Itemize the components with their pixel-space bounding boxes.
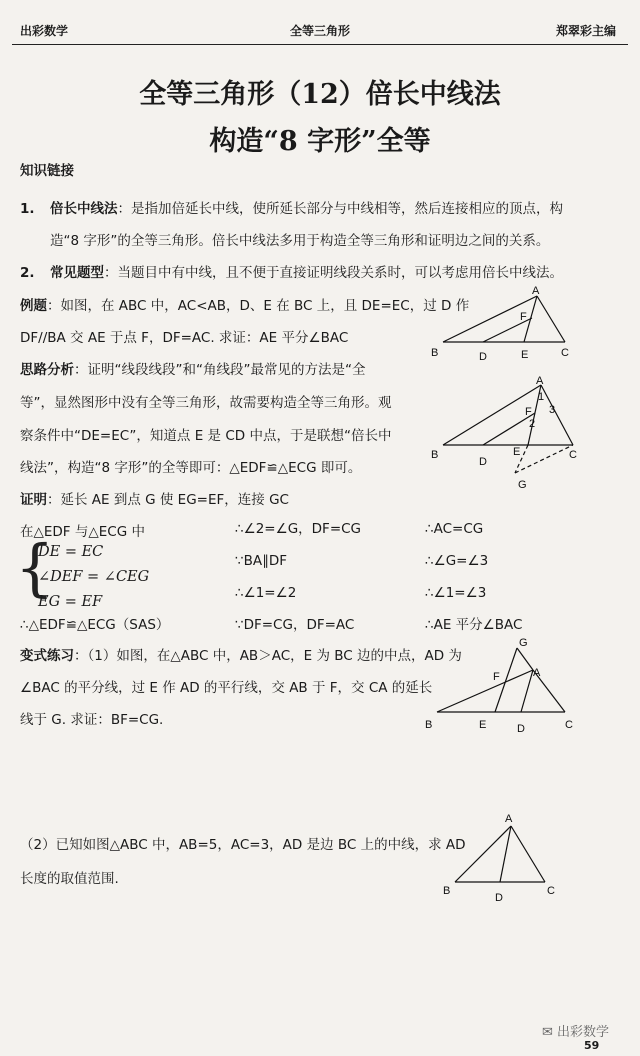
page-title: 全等三角形（12）倍长中线法 [139, 79, 501, 110]
item1-number: 1. [20, 201, 35, 217]
fig3-label-g: G [519, 637, 528, 649]
proof-col1-line1: 在△EDF 与△ECG 中 [20, 524, 145, 540]
proof-system-eq1: DE = EC [38, 544, 104, 560]
variant-label: 变式练习 [20, 648, 74, 664]
item1-line2: 造“8 字形”的全等三角形。倍长中线法多用于构造全等三角形和证明边之间的关系。 [50, 233, 550, 249]
proof-intro: 证明：延长 AE 到点 G 使 EG=EF，连接 GC [20, 492, 289, 508]
header-center: 全等三角形 [289, 24, 350, 38]
fig1-label-d: D [479, 351, 487, 363]
section-heading: 知识链接 [20, 163, 74, 179]
fig1-label-c: C [561, 347, 569, 359]
fig3-label-b: B [425, 719, 433, 731]
proof-col2-line3: ∴∠1=∠2 [235, 585, 297, 601]
page-subtitle: 构造“8 字形”全等 [209, 126, 431, 157]
proof-system-eq2: ∠DEF = ∠CEG [38, 569, 150, 585]
figure-variant-2 [425, 800, 595, 915]
fig3-label-c: C [565, 719, 573, 731]
fig2-angle-2: 2 [529, 418, 536, 430]
fig4-label-c: C [547, 885, 555, 897]
fig1-label-e: E [521, 349, 529, 361]
fig4-label-b: B [443, 885, 451, 897]
header-rule [12, 44, 628, 45]
analysis-line2: 等”，显然图形中没有全等三角形，故需要构造全等三角形。观 [20, 395, 392, 411]
fig1-label-b: B [431, 347, 439, 359]
item2-line: 常见题型：当题目中有中线，且不便于直接证明线段关系时，可以考虑用倍长中线法。 [50, 265, 563, 281]
watermark: ✉ 出彩数学 [542, 1025, 610, 1040]
fig2-angle-1: 1 [538, 391, 545, 403]
fig1-label-a: A [532, 285, 540, 297]
proof-col2-line4: ∵DF=CG，DF=AC [235, 617, 355, 633]
fig4-label-a: A [505, 813, 513, 825]
proof-col3-line4: ∴AE 平分∠BAC [425, 617, 523, 633]
analysis-label: 思路分析 [20, 362, 74, 378]
figure-variant-1 [425, 628, 595, 743]
proof-system-eq3: EG = EF [38, 594, 103, 610]
analysis-line3: 察条件中“DE=EC”，知道点 E 是 CD 中点，于是联想“倍长中 [20, 428, 392, 444]
header-right: 郑翠彩主编 [555, 24, 616, 38]
figure-analysis [425, 375, 600, 495]
item1-line1: 倍长中线法：是指加倍延长中线，使所延长部分与中线相等，然后连接相应的顶点，构 [50, 201, 563, 217]
proof-col3-line3: ∴∠1=∠3 [425, 585, 487, 601]
variant-p1-line2: ∠BAC 的平分线，过 E 作 AD 的平行线，交 AB 于 F，交 CA 的延长 [20, 680, 433, 696]
fig2-label-d: D [479, 456, 487, 468]
proof-label: 证明 [20, 492, 47, 508]
fig2-label-a: A [536, 375, 544, 387]
wechat-icon: ✉ [542, 1025, 553, 1040]
variant-p2-line2: 长度的取值范围. [20, 871, 119, 887]
fig2-label-b: B [431, 449, 439, 461]
fig3-label-d: D [517, 723, 525, 735]
example-line2: DF//BA 交 AE 于点 F，DF=AC. 求证：AE 平分∠BAC [20, 330, 349, 346]
fig2-label-f: F [525, 406, 532, 418]
example-line1: 例题：如图，在 ABC 中，AC<AB，D、E 在 BC 上，且 DE=EC，过 D 作 [20, 298, 470, 314]
proof-col3-line1: ∴AC=CG [425, 521, 484, 537]
variant-p1-line3: 线于 G. 求证：BF=CG. [20, 712, 164, 728]
fig3-label-f: F [493, 671, 500, 683]
header-left: 出彩数学 [20, 24, 69, 38]
proof-col1-conclusion: ∴△EDF≌△ECG（SAS） [20, 617, 170, 633]
system-brace: { [15, 531, 55, 604]
proof-col2-line1: ∴∠2=∠G，DF=CG [235, 521, 362, 537]
fig2-label-e: E [513, 446, 521, 458]
variant-p1-line1: 变式练习：（1）如图，在△ABC 中，AB＞AC，E 为 BC 边的中点，AD 为 [20, 648, 462, 664]
analysis-line1: 思路分析：证明“线段线段”和“角线段”最常见的方法是“全 [20, 362, 366, 378]
proof-col2-line2: ∵BA∥DF [235, 553, 287, 569]
fig2-angle-3: 3 [549, 404, 556, 416]
analysis-line4: 线法”，构造“8 字形”的全等即可：△EDF≌△ECG 即可。 [20, 460, 362, 476]
item2-number: 2. [20, 265, 35, 281]
proof-col3-line2: ∴∠G=∠3 [425, 553, 489, 569]
variant-p2-line1: （2）已知如图△ABC 中，AB=5，AC=3，AD 是边 BC 上的中线，求 AD [20, 837, 466, 853]
item1-label: 倍长中线法 [50, 201, 118, 217]
figure-example [425, 280, 595, 370]
item2-label: 常见题型 [50, 265, 104, 281]
fig2-label-g: G [518, 479, 527, 491]
fig4-label-d: D [495, 892, 503, 904]
fig3-label-a: A [533, 667, 541, 679]
fig3-label-e: E [479, 719, 487, 731]
fig1-label-f: F [520, 311, 527, 323]
page-number: 59 [584, 1039, 600, 1052]
fig2-label-c: C [569, 449, 577, 461]
example-label: 例题 [20, 298, 47, 314]
